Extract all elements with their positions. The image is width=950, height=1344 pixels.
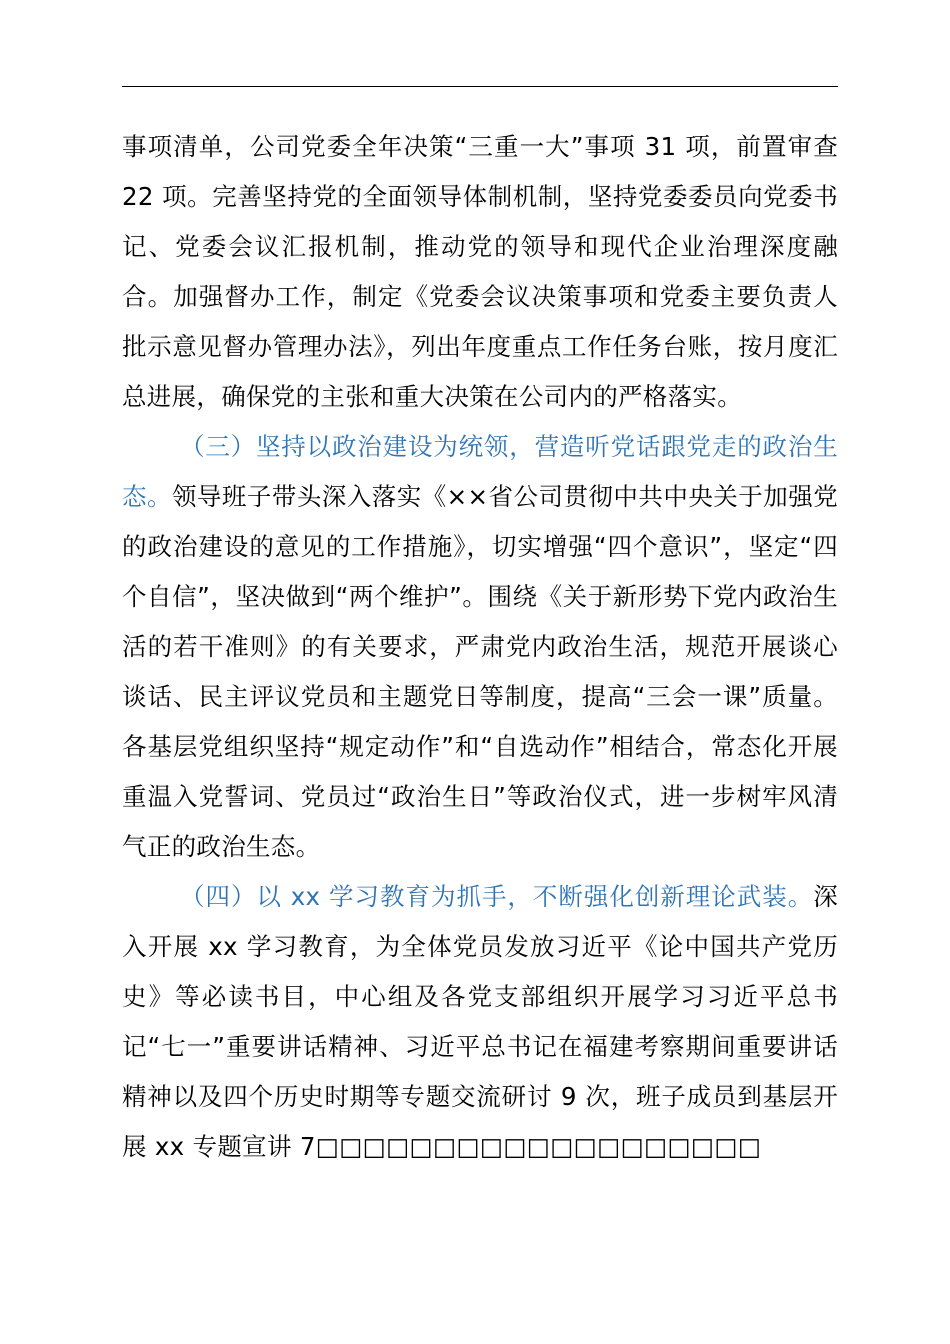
section-heading-3: （三）坚持以政治建设为统领，营造听党话跟党走的政治生态。 <box>122 432 838 511</box>
paragraph-2 <box>122 422 838 872</box>
paragraph-3 <box>122 872 838 1172</box>
paragraph-3-text: 深入开展 xx 学习教育，为全体党员发放习近平《论中国共产党历史》等必读书目，中心组及各党支部组织开展学习习近平总书记“七一”重要讲话精神、习近平总书记在福建考察期间重要讲话精神以及四个历史时期等专题交流研讨 9 次，班子成员到基层开展 xx 专题宣讲 7□□□□□□□□□□□□□□□□□□□ <box>122 882 838 1161</box>
section-heading-4: （四）以 xx 学习教育为抓手，不断强化创新理论武装。 <box>180 882 814 911</box>
paragraph-2-text: 领导班子带头深入落实《××省公司贯彻中共中央关于加强党的政治建设的意见的工作措施》，切实增强“四个意识”，坚定“四个自信”，坚决做到“两个维护”。围绕《关于新形势下党内政治生活的若干准则》的有关要求，严肃党内政治生活，规范开展谈心谈话、民主评议党员和主题党日等制度，提高“三会一课”质量。各基层党组织坚持“规定动作”和“自选动作”相结合，常态化开展重温入党誓词、党员过“政治生日”等政治仪式，进一步树牢风清气正的政治生态。 <box>122 482 838 861</box>
paragraph-1 <box>122 122 838 422</box>
document-body <box>122 122 838 1172</box>
header-rule <box>122 86 838 87</box>
paragraph-1-text: 事项清单，公司党委全年决策“三重一大”事项 31 项，前置审查 22 项。完善坚持党的全面领导体制机制，坚持党委委员向党委书记、党委会议汇报机制，推动党的领导和现代企业治理深度融合。加强督办工作，制定《党委会议决策事项和党委主要负责人批示意见督办管理办法》，列出年度重点工作任务台账，按月度汇总进展，确保党的主张和重大决策在公司内的严格落实。 <box>122 132 838 411</box>
